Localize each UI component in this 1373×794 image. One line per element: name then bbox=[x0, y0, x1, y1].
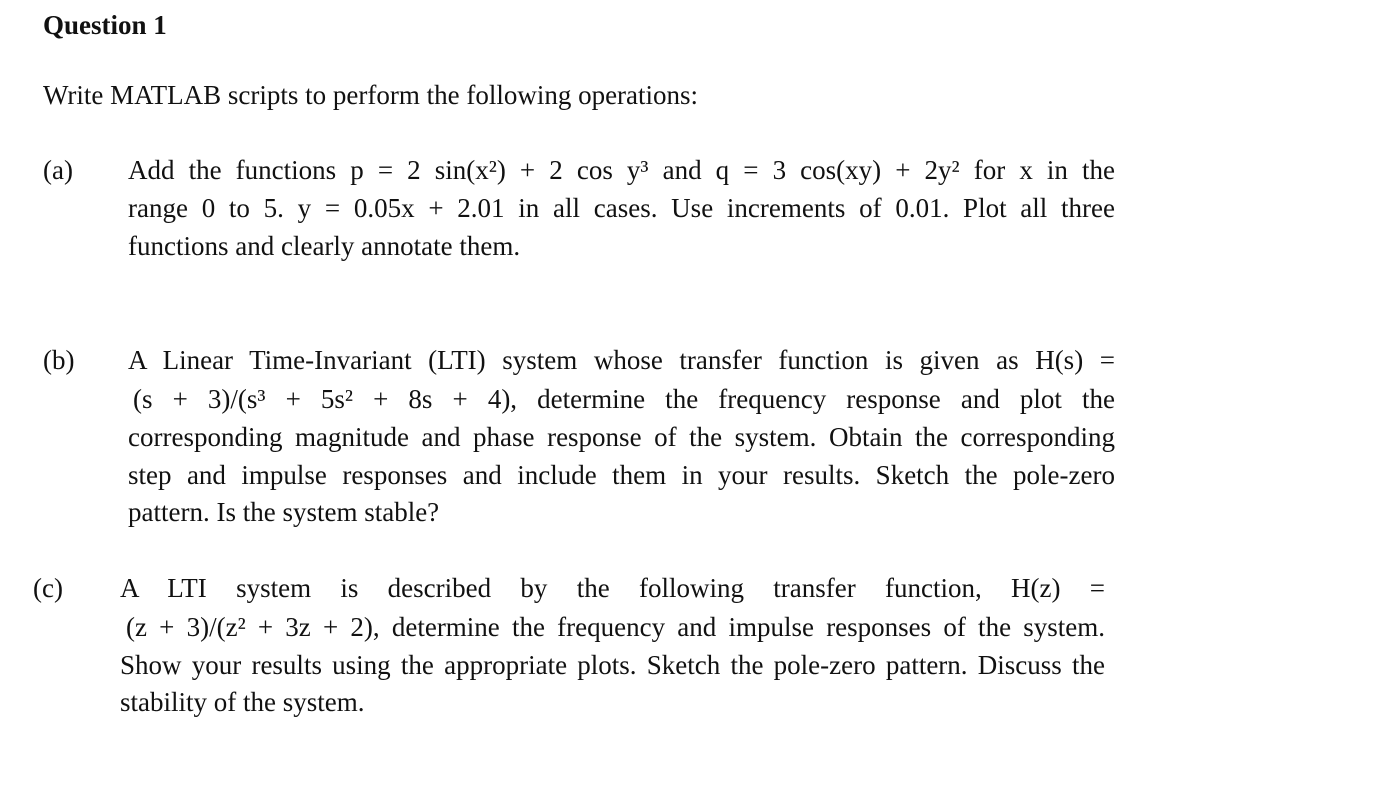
part-b-line-4: step and impulse responses and include them in your results. Sketch the pole-zero bbox=[128, 460, 1115, 490]
part-b-line-3: corresponding magnitude and phase response of the system. Obtain the corresponding bbox=[128, 422, 1115, 452]
part-b-label: (b) bbox=[43, 345, 75, 375]
part-c-line-2: (z + 3)/(z² + 3z + 2), determine the frequency and impulse responses of the system. bbox=[126, 612, 1105, 642]
part-a-label: (a) bbox=[43, 155, 73, 185]
part-a-line-2: range 0 to 5. y = 0.05x + 2.01 in all cases. Use increments of 0.01. Plot all three bbox=[128, 193, 1115, 223]
part-c-line-3: Show your results using the appropriate plots. Sketch the pole-zero pattern. Discuss the bbox=[120, 650, 1105, 680]
question-heading: Question 1 bbox=[43, 10, 167, 40]
part-b-line-1: A Linear Time-Invariant (LTI) system whose transfer function is given as H(s) = bbox=[128, 345, 1115, 375]
part-b-line-5: pattern. Is the system stable? bbox=[128, 497, 440, 527]
part-c-line-4: stability of the system. bbox=[120, 687, 365, 717]
part-b-line-2: (s + 3)/(s³ + 5s² + 8s + 4), determine the frequency response and plot the bbox=[133, 384, 1115, 414]
question-intro: Write MATLAB scripts to perform the following operations: bbox=[43, 80, 699, 110]
part-c-label: (c) bbox=[33, 573, 63, 603]
part-a-line-1: Add the functions p = 2 sin(x²) + 2 cos y³ and q = 3 cos(xy) + 2y² for x in the bbox=[128, 155, 1115, 185]
part-c-line-1: A LTI system is described by the following transfer function, H(z) = bbox=[120, 573, 1105, 603]
part-a-line-3: functions and clearly annotate them. bbox=[128, 231, 521, 261]
